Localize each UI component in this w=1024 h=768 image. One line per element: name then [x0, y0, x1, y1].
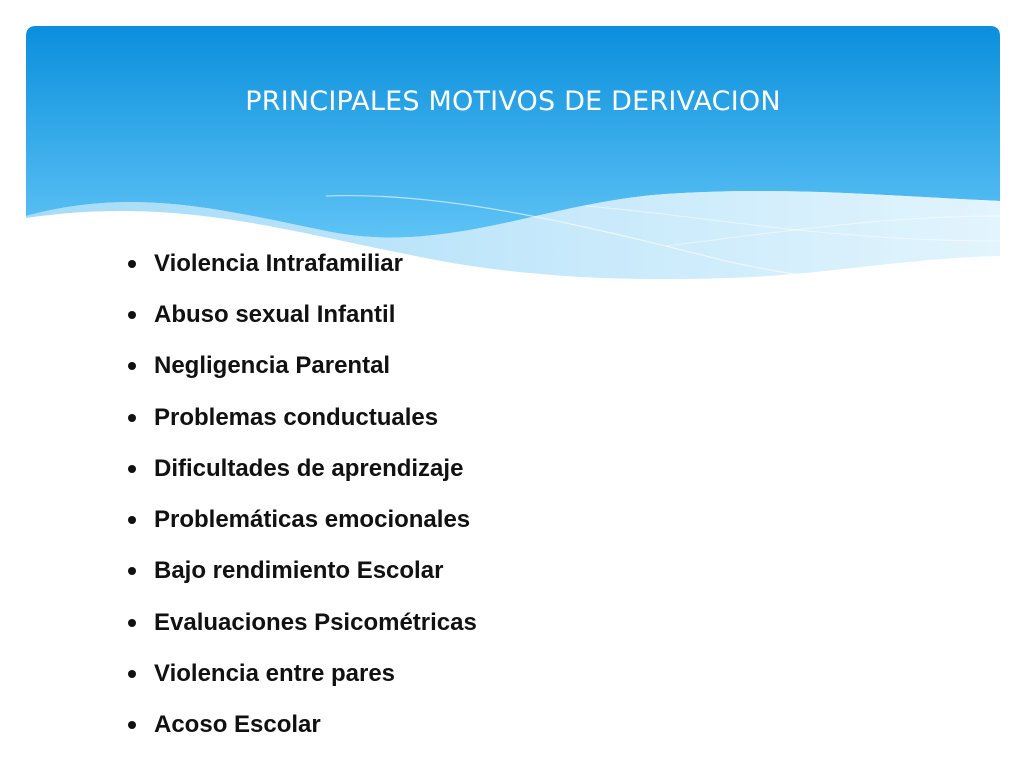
list-item	[126, 341, 477, 392]
bullet-dot-icon	[128, 465, 136, 473]
list-item	[126, 238, 477, 289]
list-item	[126, 392, 477, 443]
list-item-label: Bajo rendimiento Escolar	[154, 557, 444, 585]
bullet-dot-icon	[128, 362, 136, 370]
list-item	[126, 494, 477, 545]
list-item	[126, 546, 477, 597]
bullet-dot-icon	[128, 567, 136, 575]
bullet-dot-icon	[128, 260, 136, 268]
list-item-label: Acoso Escolar	[154, 711, 321, 739]
list-item	[126, 700, 477, 751]
bullet-dot-icon	[128, 311, 136, 319]
list-item-label: Abuso sexual Infantil	[154, 300, 396, 328]
list-item	[126, 443, 477, 494]
list-item	[126, 597, 477, 648]
list-item-label: Problemáticas emocionales	[154, 506, 471, 534]
list-item-label: Violencia entre pares	[154, 660, 396, 688]
bullet-list	[126, 238, 477, 751]
bullet-dot-icon	[128, 516, 136, 524]
bullet-dot-icon	[128, 414, 136, 422]
bullet-dot-icon	[128, 670, 136, 678]
bullet-dot-icon	[128, 619, 136, 627]
list-item-label: Problemas conductuales	[154, 403, 439, 431]
bullet-dot-icon	[128, 721, 136, 729]
list-item-label: Violencia Intrafamiliar	[154, 249, 403, 277]
page-title: PRINCIPALES MOTIVOS DE DERIVACION	[245, 86, 781, 117]
list-item	[126, 289, 477, 340]
list-item-label: Evaluaciones Psicométricas	[154, 608, 477, 636]
list-item-label: Dificultades de aprendizaje	[154, 454, 464, 482]
list-item-label: Negligencia Parental	[154, 352, 391, 380]
list-item	[126, 648, 477, 699]
